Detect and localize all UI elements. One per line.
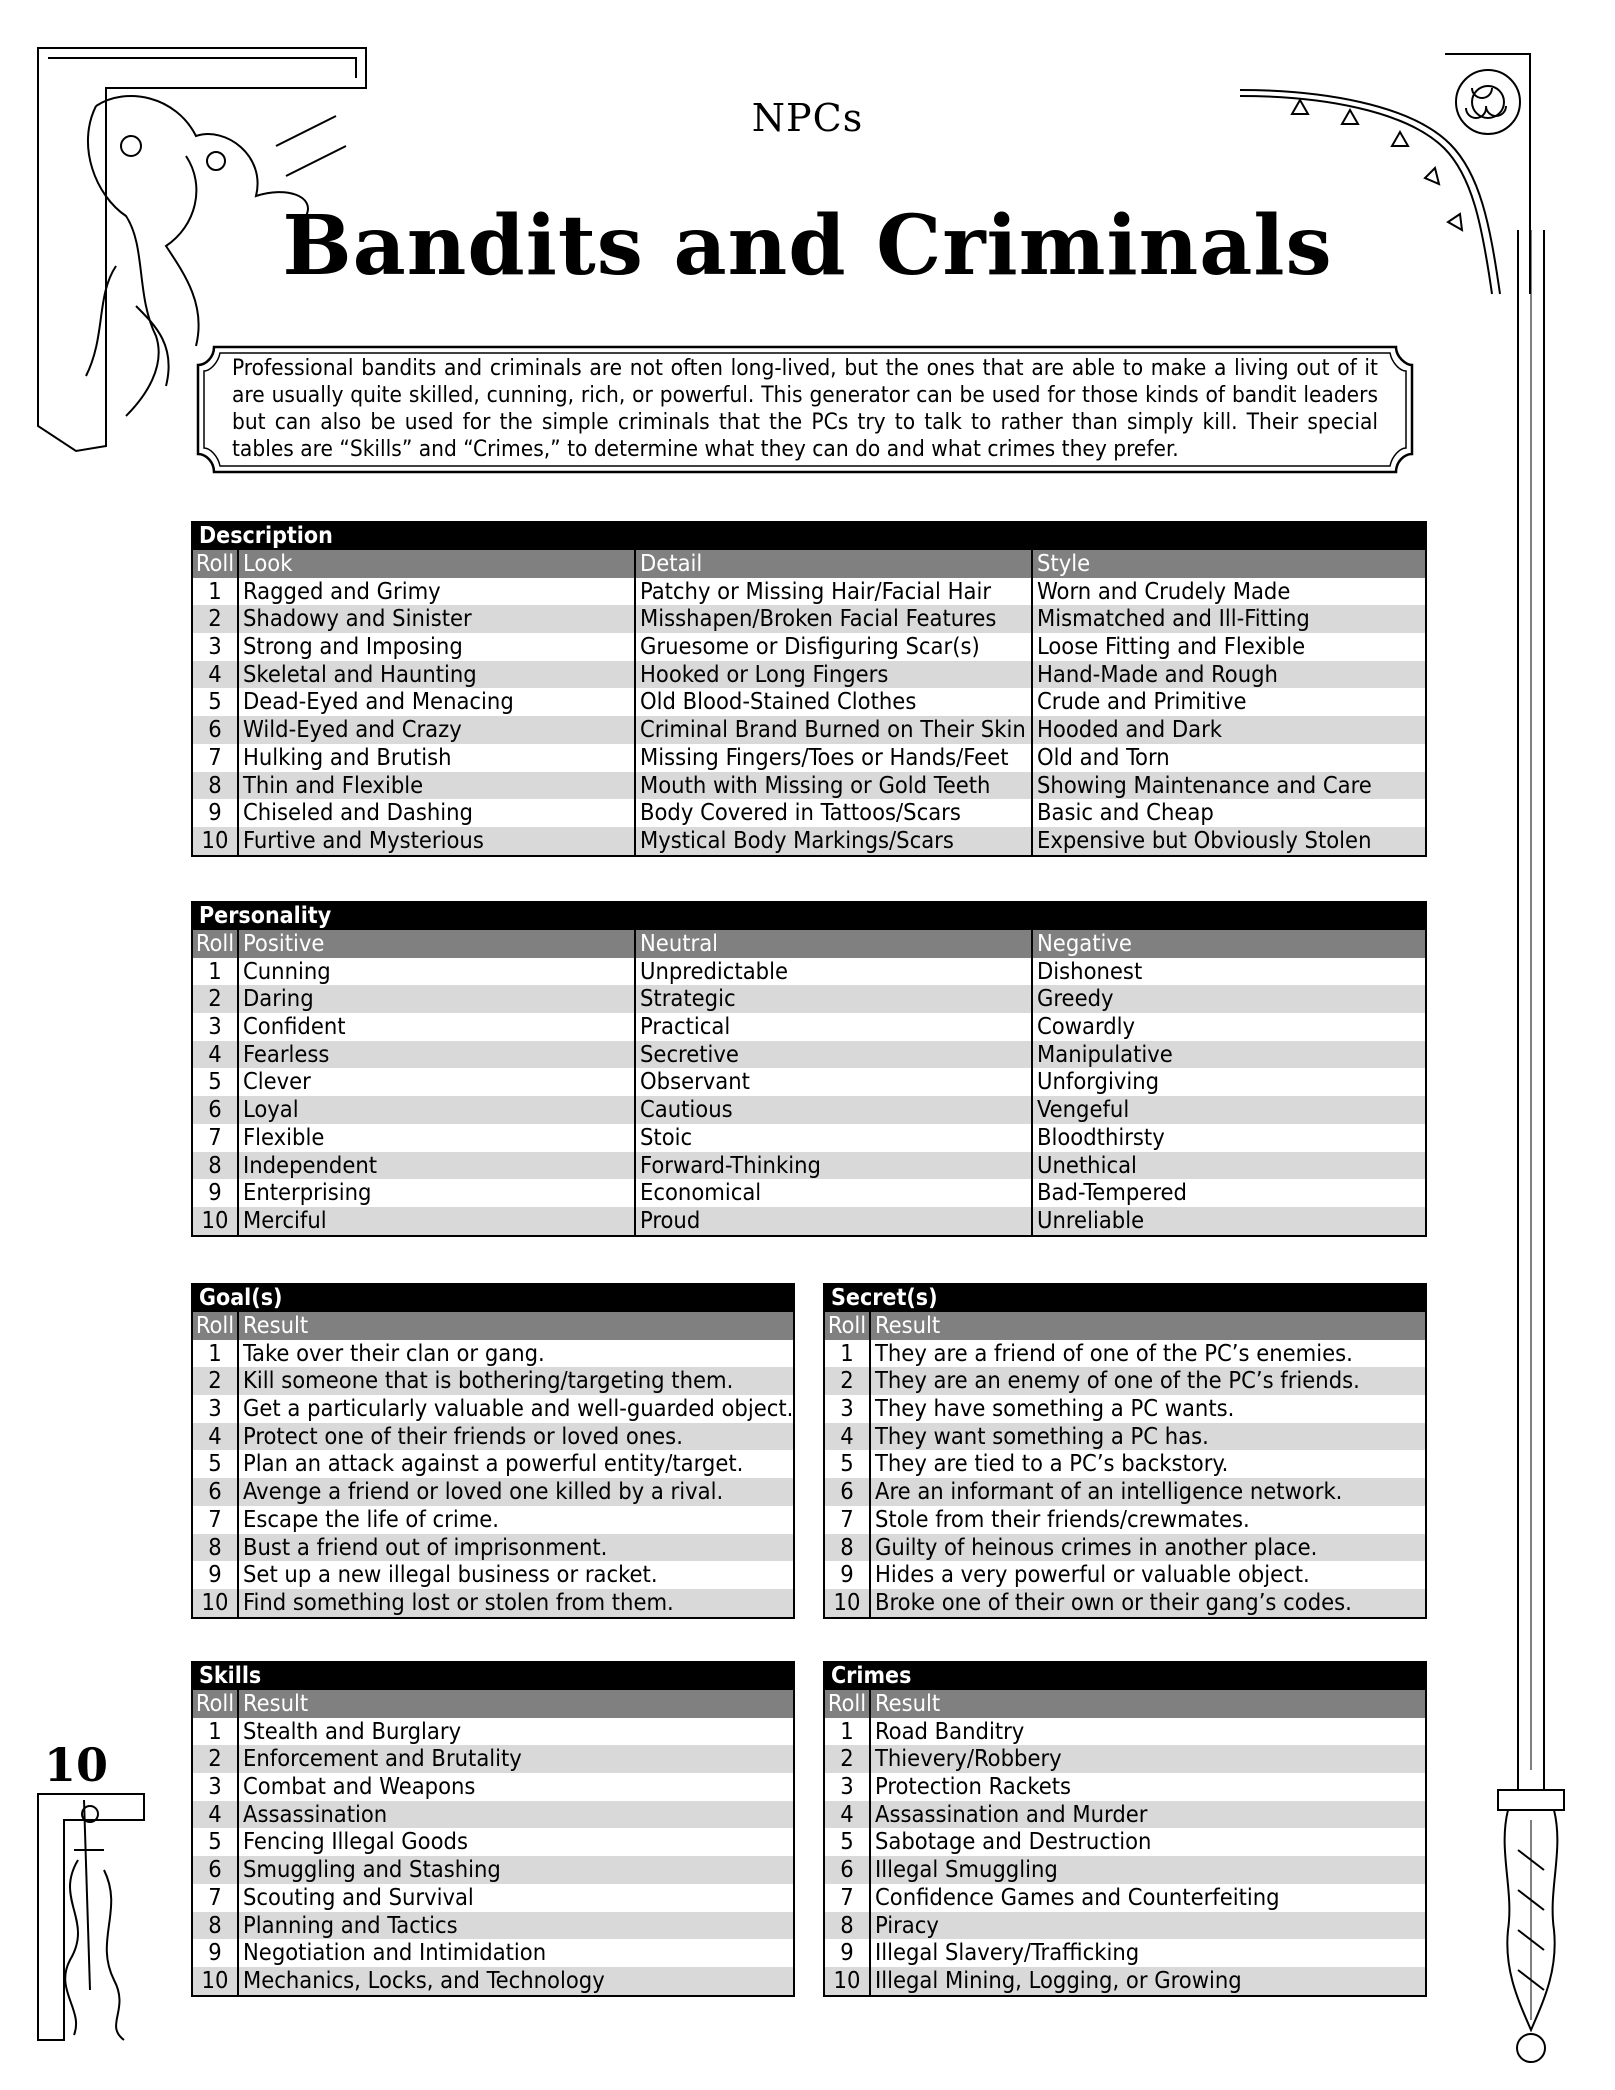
table-row [193,1423,793,1451]
table-row [193,799,1425,827]
roll-cell: 2 [840,1745,854,1773]
result-cell: Criminal Brand Burned on Their Skin [634,716,1031,744]
table-row [825,1534,1425,1562]
roll-cell: 7 [208,1123,222,1151]
result-cell: They are a friend of one of the PC’s enemies. [869,1340,1425,1368]
table-row [825,1884,1425,1912]
result-cell: Road Banditry [869,1718,1425,1746]
roll-cell: 3 [208,633,222,661]
result-cell: They want something a PC has. [869,1423,1425,1451]
result-cell: Chiseled and Dashing [237,799,634,827]
page-number: 10 [44,1738,109,1792]
result-cell: Cunning [237,958,634,986]
roll-cell: 10 [201,1966,229,1994]
result-cell: Merciful [237,1207,634,1235]
result-cell: Hooded and Dark [1031,716,1425,744]
result-cell: Find something lost or stolen from them. [237,1589,793,1617]
result-cell: Clever [237,1068,634,1096]
result-cell: Loyal [237,1096,634,1124]
roll-cell: 1 [208,1717,222,1745]
column-header: Roll [195,930,235,957]
result-cell: Protect one of their friends or loved ones. [237,1423,793,1451]
sword-illustration [1478,230,1588,2070]
result-cell: Sabotage and Destruction [869,1828,1425,1856]
table-title: Description [193,523,1425,550]
table-row [825,1773,1425,1801]
roll-cell: 8 [208,771,222,799]
roll-cell: 8 [208,1151,222,1179]
table-row [193,1828,793,1856]
result-cell: Independent [237,1152,634,1180]
column-header: Negative [1031,930,1425,958]
column-header: Result [869,1312,1425,1340]
result-cell: Plan an attack against a powerful entity/target. [237,1450,793,1478]
result-cell: They are an enemy of one of the PC’s friends. [869,1367,1425,1395]
roll-cell: 9 [208,1179,222,1207]
table-row [193,1096,1425,1124]
roll-cell: 6 [208,1856,222,1884]
skills-table [191,1661,795,1997]
result-cell: Broke one of their own or their gang’s codes. [869,1589,1425,1617]
result-cell: Shadowy and Sinister [237,605,634,633]
table-row [193,1561,793,1589]
table-row [825,1967,1425,1995]
roll-cell: 7 [208,1883,222,1911]
result-cell: Negotiation and Intimidation [237,1939,793,1967]
result-cell: Mouth with Missing or Gold Teeth [634,772,1031,800]
column-header: Roll [827,1690,867,1717]
result-cell: Proud [634,1207,1031,1235]
roll-cell: 9 [208,1939,222,1967]
crimes-table [823,1661,1427,1997]
roll-cell: 10 [201,1206,229,1234]
result-cell: Illegal Mining, Logging, or Growing [869,1967,1425,1995]
result-cell: Planning and Tactics [237,1912,793,1940]
roll-cell: 9 [208,1561,222,1589]
table-row [825,1939,1425,1967]
result-cell: Strong and Imposing [237,633,634,661]
roll-cell: 5 [840,1450,854,1478]
column-header: Roll [195,1312,235,1339]
roll-cell: 3 [840,1395,854,1423]
table-header-row [193,1312,793,1340]
section-header: NPCs [751,96,864,140]
roll-cell: 8 [840,1533,854,1561]
table-header-row [825,1690,1425,1718]
result-cell: Kill someone that is bothering/targeting them. [237,1367,793,1395]
result-cell: Mismatched and Ill-Fitting [1031,605,1425,633]
table-row [193,772,1425,800]
table-header-row [825,1312,1425,1340]
result-cell: Unethical [1031,1152,1425,1180]
result-cell: Thin and Flexible [237,772,634,800]
roll-cell: 3 [208,1395,222,1423]
table-row [193,1801,793,1829]
table-row [193,744,1425,772]
result-cell: Observant [634,1068,1031,1096]
table-row [825,1395,1425,1423]
intro-text: Professional bandits and criminals are not often long-lived, but the ones that are able to make a living out of it are usually quite skilled, cunning, rich, or powerful. This generator can be used for those kinds of bandit leaders but can also be used for the simple criminals that the PCs try to talk to rather than simply kill. Their special tables are “Skills” and “Crimes,” to determine what they can do and what crimes they prefer. [232,355,1378,462]
description-table [191,521,1427,857]
result-cell: Mystical Body Markings/Scars [634,827,1031,855]
table-row [193,985,1425,1013]
table-row [193,1718,793,1746]
roll-cell: 1 [208,577,222,605]
roll-cell: 7 [840,1883,854,1911]
result-cell: Stealth and Burglary [237,1718,793,1746]
result-cell: Old and Torn [1031,744,1425,772]
result-cell: Scouting and Survival [237,1884,793,1912]
result-cell: Wild-Eyed and Crazy [237,716,634,744]
table-row [193,661,1425,689]
roll-cell: 4 [208,1422,222,1450]
table-row [825,1561,1425,1589]
roll-cell: 6 [208,716,222,744]
table-row [825,1856,1425,1884]
result-cell: Greedy [1031,985,1425,1013]
result-cell: Guilty of heinous crimes in another place. [869,1534,1425,1562]
table-row [193,1478,793,1506]
roll-cell: 3 [840,1773,854,1801]
result-cell: Cowardly [1031,1013,1425,1041]
table-row [193,1939,793,1967]
result-cell: Set up a new illegal business or racket. [237,1561,793,1589]
result-cell: Mechanics, Locks, and Technology [237,1967,793,1995]
column-header: Result [237,1312,793,1340]
result-cell: Practical [634,1013,1031,1041]
result-cell: Body Covered in Tattoos/Scars [634,799,1031,827]
table-row [193,958,1425,986]
roll-cell: 1 [840,1717,854,1745]
result-cell: Fearless [237,1041,634,1069]
table-row [825,1478,1425,1506]
table-row [193,1912,793,1940]
result-cell: Daring [237,985,634,1013]
table-row [193,578,1425,606]
roll-cell: 9 [208,799,222,827]
roll-cell: 6 [208,1096,222,1124]
roll-cell: 7 [208,743,222,771]
table-row [825,1718,1425,1746]
result-cell: Cautious [634,1096,1031,1124]
column-header: Result [237,1690,793,1718]
column-header: Positive [237,930,634,958]
table-title: Goal(s) [193,1285,793,1312]
table-row [193,633,1425,661]
roll-cell: 4 [208,660,222,688]
table-row [193,1534,793,1562]
roll-cell: 2 [208,985,222,1013]
personality-table [191,901,1427,1237]
result-cell: Furtive and Mysterious [237,827,634,855]
result-cell: Escape the life of crime. [237,1506,793,1534]
table-row [825,1589,1425,1617]
result-cell: Unforgiving [1031,1068,1425,1096]
result-cell: Hulking and Brutish [237,744,634,772]
result-cell: Illegal Smuggling [869,1856,1425,1884]
result-cell: Thievery/Robbery [869,1745,1425,1773]
celtic-border-ornament [34,1790,154,2050]
roll-cell: 1 [208,957,222,985]
table-row [825,1912,1425,1940]
result-cell: Smuggling and Stashing [237,1856,793,1884]
roll-cell: 4 [840,1422,854,1450]
table-title: Skills [193,1663,793,1690]
column-header: Roll [195,1690,235,1717]
result-cell: Bad-Tempered [1031,1179,1425,1207]
result-cell: Piracy [869,1912,1425,1940]
table-row [193,1450,793,1478]
result-cell: Ragged and Grimy [237,578,634,606]
table-row [193,1207,1425,1235]
table-row [193,716,1425,744]
result-cell: Protection Rackets [869,1773,1425,1801]
table-row [825,1745,1425,1773]
column-header: Result [869,1690,1425,1718]
roll-cell: 2 [208,1367,222,1395]
table-row [193,1506,793,1534]
result-cell: Avenge a friend or loved one killed by a rival. [237,1478,793,1506]
table-header-row [193,930,1425,958]
table-row [825,1506,1425,1534]
result-cell: Take over their clan or gang. [237,1340,793,1368]
table-header-row [193,1690,793,1718]
column-header: Detail [634,550,1031,578]
table-header-row [193,550,1425,578]
table-row [193,1856,793,1884]
roll-cell: 10 [833,1588,861,1616]
result-cell: Worn and Crudely Made [1031,578,1425,606]
result-cell: Hand-Made and Rough [1031,661,1425,689]
column-header: Neutral [634,930,1031,958]
result-cell: They have something a PC wants. [869,1395,1425,1423]
result-cell: Fencing Illegal Goods [237,1828,793,1856]
table-row [193,1013,1425,1041]
result-cell: Strategic [634,985,1031,1013]
table-row [193,1340,793,1368]
roll-cell: 8 [840,1911,854,1939]
roll-cell: 9 [840,1561,854,1589]
goals-table [191,1283,795,1619]
table-row [193,1152,1425,1180]
table-title: Crimes [825,1663,1425,1690]
table-row [193,1124,1425,1152]
result-cell: Bust a friend out of imprisonment. [237,1534,793,1562]
table-row [193,1367,793,1395]
result-cell: Confident [237,1013,634,1041]
result-cell: Economical [634,1179,1031,1207]
table-row [193,1773,793,1801]
roll-cell: 5 [840,1828,854,1856]
table-row [193,1395,793,1423]
column-header: Style [1031,550,1425,578]
result-cell: Illegal Slavery/Trafficking [869,1939,1425,1967]
result-cell: Gruesome or Disfiguring Scar(s) [634,633,1031,661]
table-row [193,827,1425,855]
result-cell: Hides a very powerful or valuable object. [869,1561,1425,1589]
result-cell: Enforcement and Brutality [237,1745,793,1773]
roll-cell: 8 [208,1911,222,1939]
table-row [825,1423,1425,1451]
table-row [193,1745,793,1773]
result-cell: Manipulative [1031,1041,1425,1069]
roll-cell: 3 [208,1013,222,1041]
roll-cell: 6 [840,1478,854,1506]
roll-cell: 10 [833,1966,861,1994]
roll-cell: 9 [840,1939,854,1967]
roll-cell: 2 [208,605,222,633]
roll-cell: 4 [208,1040,222,1068]
table-row [193,1589,793,1617]
result-cell: Stoic [634,1124,1031,1152]
roll-cell: 5 [208,1068,222,1096]
result-cell: Dishonest [1031,958,1425,986]
column-header: Look [237,550,634,578]
secrets-table [823,1283,1427,1619]
table-row [193,1967,793,1995]
result-cell: Patchy or Missing Hair/Facial Hair [634,578,1031,606]
table-row [825,1367,1425,1395]
table-row [825,1828,1425,1856]
result-cell: Old Blood-Stained Clothes [634,688,1031,716]
result-cell: Expensive but Obviously Stolen [1031,827,1425,855]
result-cell: Forward-Thinking [634,1152,1031,1180]
result-cell: Unpredictable [634,958,1031,986]
table-row [193,1884,793,1912]
table-row [193,1068,1425,1096]
roll-cell: 8 [208,1533,222,1561]
result-cell: Missing Fingers/Toes or Hands/Feet [634,744,1031,772]
table-row [193,1179,1425,1207]
result-cell: Flexible [237,1124,634,1152]
result-cell: They are tied to a PC’s backstory. [869,1450,1425,1478]
result-cell: Showing Maintenance and Care [1031,772,1425,800]
roll-cell: 5 [208,688,222,716]
table-row [825,1450,1425,1478]
roll-cell: 1 [208,1339,222,1367]
result-cell: Vengeful [1031,1096,1425,1124]
roll-cell: 10 [201,826,229,854]
result-cell: Basic and Cheap [1031,799,1425,827]
result-cell: Stole from their friends/crewmates. [869,1506,1425,1534]
result-cell: Loose Fitting and Flexible [1031,633,1425,661]
roll-cell: 6 [840,1856,854,1884]
roll-cell: 7 [840,1505,854,1533]
table-title: Secret(s) [825,1285,1425,1312]
result-cell: Enterprising [237,1179,634,1207]
roll-cell: 10 [201,1588,229,1616]
roll-cell: 5 [208,1828,222,1856]
column-header: Roll [195,550,235,577]
roll-cell: 1 [840,1339,854,1367]
table-row [825,1801,1425,1829]
page-title: Bandits and Criminals [282,198,1333,294]
roll-cell: 2 [208,1745,222,1773]
result-cell: Crude and Primitive [1031,688,1425,716]
result-cell: Get a particularly valuable and well-guarded object. [237,1395,793,1423]
result-cell: Bloodthirsty [1031,1124,1425,1152]
table-title: Personality [193,903,1425,930]
table-row [193,605,1425,633]
roll-cell: 4 [208,1800,222,1828]
roll-cell: 4 [840,1800,854,1828]
result-cell: Dead-Eyed and Menacing [237,688,634,716]
result-cell: Confidence Games and Counterfeiting [869,1884,1425,1912]
result-cell: Misshapen/Broken Facial Features [634,605,1031,633]
result-cell: Hooked or Long Fingers [634,661,1031,689]
result-cell: Are an informant of an intelligence network. [869,1478,1425,1506]
roll-cell: 7 [208,1505,222,1533]
table-row [193,1041,1425,1069]
roll-cell: 6 [208,1478,222,1506]
roll-cell: 2 [840,1367,854,1395]
table-row [193,688,1425,716]
roll-cell: 5 [208,1450,222,1478]
result-cell: Unreliable [1031,1207,1425,1235]
result-cell: Assassination and Murder [869,1801,1425,1829]
intro-box [194,343,1416,476]
column-header: Roll [827,1312,867,1339]
result-cell: Assassination [237,1801,793,1829]
table-row [825,1340,1425,1368]
result-cell: Combat and Weapons [237,1773,793,1801]
result-cell: Secretive [634,1041,1031,1069]
result-cell: Skeletal and Haunting [237,661,634,689]
roll-cell: 3 [208,1773,222,1801]
